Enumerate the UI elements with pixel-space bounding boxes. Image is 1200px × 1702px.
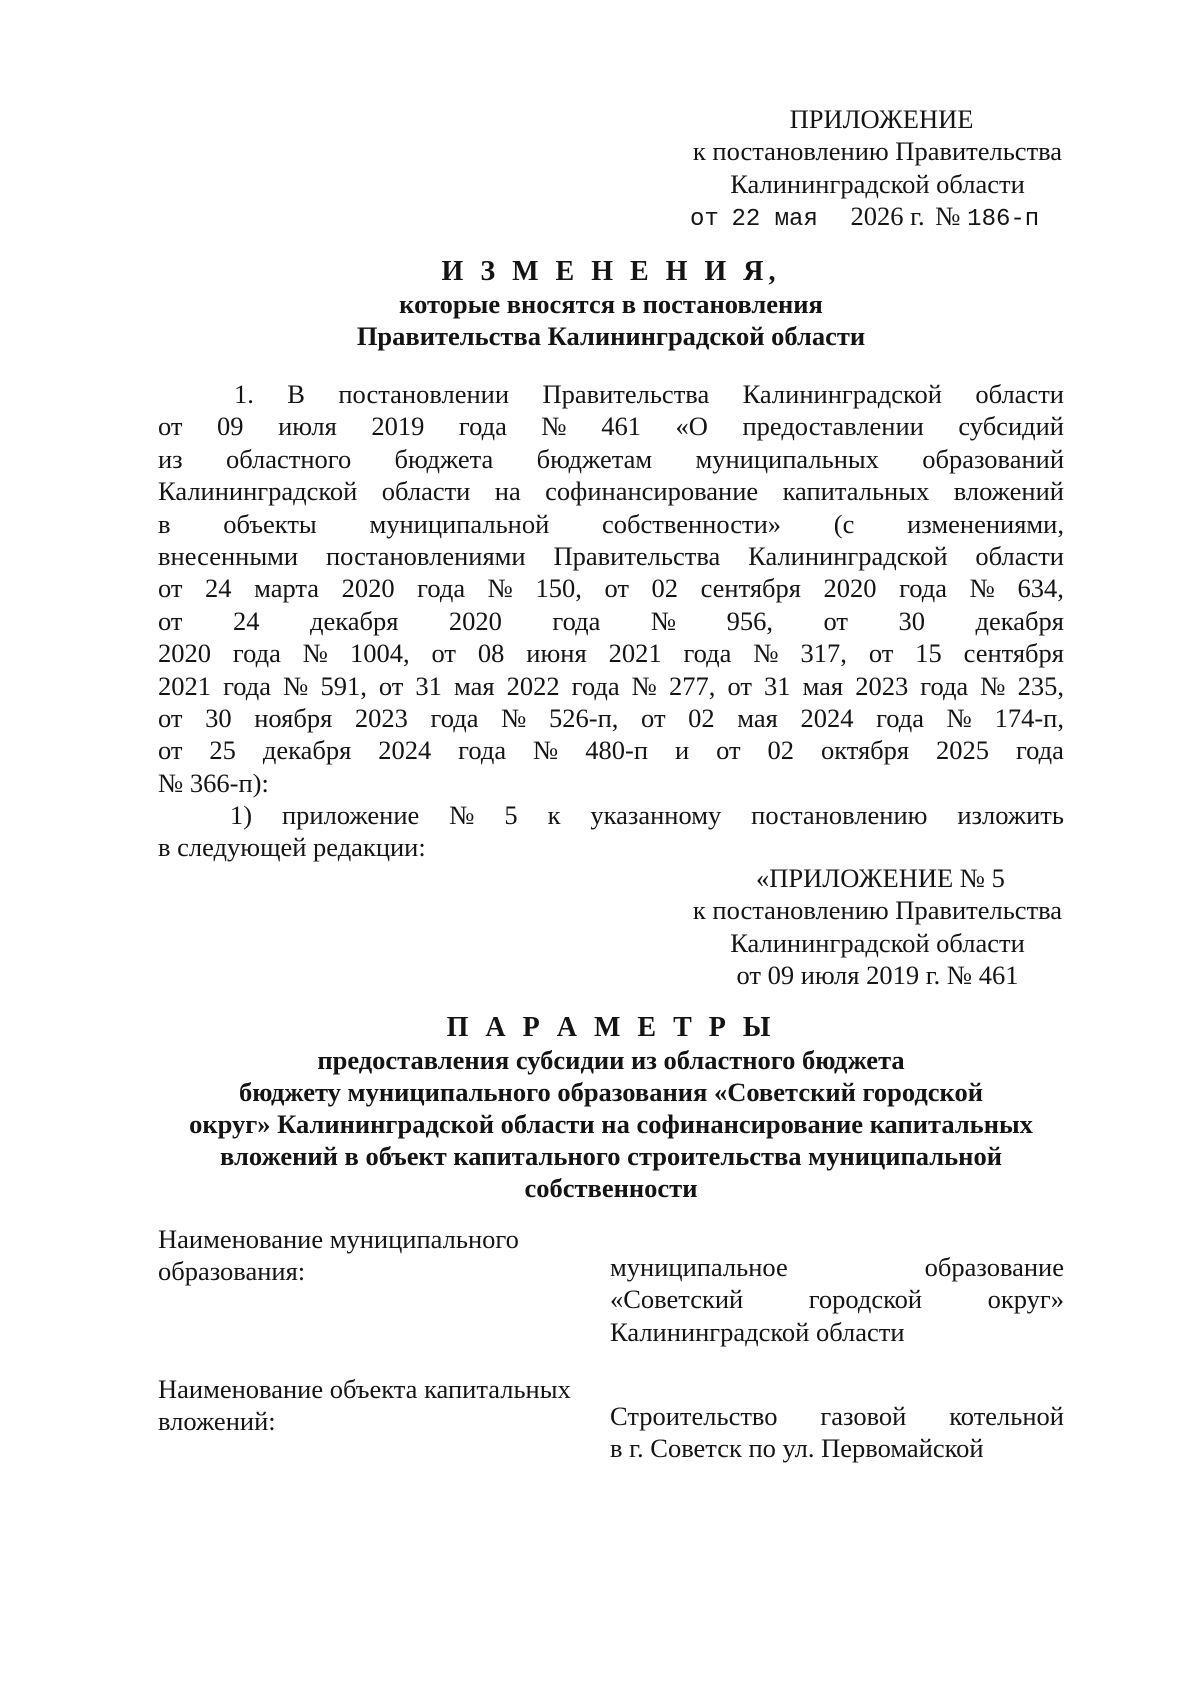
word: приложение: [282, 800, 420, 831]
word: №: [302, 638, 329, 669]
word: Калининградской: [748, 540, 948, 571]
item-1-line: [158, 378, 1064, 410]
word: 2024: [378, 735, 432, 766]
changes-title: И З М Е Н Е Н И Я,: [441, 256, 781, 287]
item-1-line: [158, 475, 1064, 507]
word: 1): [230, 800, 253, 831]
word: от: [378, 670, 404, 701]
word: образование: [924, 1252, 1064, 1282]
word: от: [641, 702, 666, 733]
word: июня: [526, 638, 587, 669]
parameters-line: вложений в объект капитального строительства муниципальной: [220, 1141, 1002, 1171]
row-value-last-line: в г. Советск по ул. Первомайской: [610, 1433, 984, 1464]
word: №: [753, 638, 779, 669]
row-object-label: [158, 1373, 598, 1438]
word: 150,: [535, 573, 582, 604]
word: областного: [225, 443, 352, 474]
annex-header: [690, 103, 1065, 237]
word: бюджетам: [536, 443, 653, 474]
word: постановлении: [338, 379, 510, 409]
word: 526-п,: [549, 702, 619, 733]
word: муниципальных: [695, 443, 879, 474]
row-value-line: [610, 1400, 1064, 1432]
parameters-line: округ» Калининградской области на софинансирование капитальных: [189, 1109, 1033, 1139]
word: 480-п: [585, 735, 649, 766]
word: постановлениями: [325, 540, 526, 571]
item-1-line: [158, 702, 1064, 734]
item-1-line: [158, 734, 1064, 766]
word: из: [158, 443, 183, 474]
word: 2021: [158, 670, 211, 701]
word: газовой: [820, 1401, 907, 1431]
word: года: [458, 735, 507, 766]
word: софинансирование: [545, 476, 759, 507]
row-value-last-line: Калининградской области: [610, 1316, 905, 1347]
word: котельной: [949, 1401, 1064, 1431]
word: года: [223, 670, 272, 701]
changes-subtitle-1: которые вносятся в постановления: [399, 289, 823, 319]
word: образований: [922, 443, 1064, 474]
word: 2020: [341, 573, 395, 604]
row-value-line: [610, 1283, 1064, 1315]
word: от: [868, 638, 894, 669]
subitem-1-line: [158, 799, 1064, 831]
annex-date-day-month: 22 мая: [731, 206, 818, 234]
word: года: [920, 670, 969, 701]
word: 2021: [608, 638, 662, 669]
annex-date: [690, 200, 1065, 236]
word: внесенными: [158, 540, 299, 571]
word: года: [417, 573, 466, 604]
word: мая: [737, 702, 778, 733]
annex-5-line-1: к постановлению Правительства: [692, 895, 1063, 926]
word: 1004,: [349, 638, 410, 669]
word: 2024: [800, 702, 854, 733]
word: от: [431, 638, 456, 669]
word: от: [158, 605, 183, 636]
annex-5-line-3: от 09 июля 2019 г. № 461: [736, 960, 1019, 991]
annex-5-title: «ПРИЛОЖЕНИЕ № 5: [756, 863, 1005, 893]
word: марта: [254, 573, 320, 604]
word: 08: [477, 638, 505, 669]
word: №: [501, 702, 527, 733]
changes-heading: [158, 256, 1064, 352]
row-label-line: вложений:: [158, 1406, 276, 1437]
parameters-heading: [158, 1012, 1064, 1204]
annex-date-prefix: от: [690, 206, 719, 234]
item-1-line: [158, 508, 1064, 540]
item-1-line: [158, 572, 1064, 604]
word: и: [674, 735, 690, 766]
word: сентября: [700, 573, 801, 604]
word: 2019: [371, 411, 425, 442]
word: вложений: [953, 476, 1064, 507]
word: №: [541, 411, 567, 442]
word: от: [158, 702, 183, 733]
word: В: [287, 379, 305, 409]
item-1-line: [158, 443, 1064, 475]
word: 2020: [158, 638, 211, 669]
word: «О: [675, 411, 708, 442]
word: 15: [915, 638, 942, 669]
word: капитальных: [782, 476, 930, 507]
word: 02: [767, 735, 795, 766]
word: года: [899, 573, 948, 604]
annex-5-header: [690, 862, 1065, 992]
word: №: [946, 702, 972, 733]
word: муниципальное: [610, 1252, 788, 1282]
annex-number: 186-п: [967, 206, 1040, 234]
word: №: [631, 670, 657, 701]
word: Правительства: [542, 379, 710, 409]
word: от: [158, 573, 183, 604]
word: от: [158, 735, 183, 766]
annex-date-year: 2026 г.: [850, 201, 925, 232]
word: 24: [205, 573, 232, 604]
word: «Советский: [610, 1284, 744, 1315]
word: 174-п,: [994, 702, 1064, 733]
row-value-line: [610, 1251, 1064, 1283]
word: Правительства: [553, 540, 721, 571]
word: 24: [232, 605, 260, 636]
word: 1.: [234, 379, 254, 409]
row-municipality-value: [610, 1251, 1064, 1348]
word: 09: [217, 411, 244, 442]
item-1-line: [158, 605, 1064, 637]
word: 2023: [855, 670, 909, 701]
word: (с: [833, 508, 855, 539]
row-municipality-label: [158, 1223, 598, 1288]
word: 31: [415, 670, 442, 701]
word: декабря: [262, 735, 352, 766]
word: года: [552, 605, 601, 636]
word: субсидий: [958, 411, 1064, 442]
word: от: [158, 411, 183, 442]
word: года: [876, 702, 925, 733]
word: №: [533, 735, 559, 766]
annex-line-2: Калининградской области: [730, 168, 1025, 199]
parameters-line: предоставления субсидии из областного бюджета: [317, 1045, 905, 1075]
word: 30: [205, 702, 232, 733]
word: года: [430, 702, 479, 733]
row-label-line: Наименование муниципального: [158, 1224, 519, 1254]
annex-title: ПРИЛОЖЕНИЕ: [789, 104, 974, 134]
word: 2022: [506, 670, 560, 701]
annex-5-line-2: Калининградской области: [730, 927, 1025, 958]
item-1-last-line: № 366-п):: [158, 767, 269, 798]
word: предоставлении: [742, 411, 924, 442]
item-1-line: [158, 540, 1064, 572]
word: 235,: [1017, 670, 1064, 701]
row-label-line: образования:: [158, 1256, 306, 1287]
word: от: [823, 605, 848, 636]
item-1-line: [158, 637, 1064, 669]
word: ноября: [254, 702, 333, 733]
word: изложить: [957, 800, 1064, 831]
item-1-paragraph: [158, 378, 1064, 864]
word: 2023: [354, 702, 408, 733]
word: года: [232, 638, 281, 669]
word: 2025: [936, 735, 990, 766]
row-object-value: [610, 1400, 1064, 1465]
word: июля: [278, 411, 337, 442]
changes-subtitle-2: Правительства Калининградской области: [356, 321, 866, 351]
word: №: [650, 605, 677, 636]
word: года: [571, 670, 620, 701]
word: 2020: [448, 605, 502, 636]
word: 277,: [669, 670, 716, 701]
word: №: [487, 573, 513, 604]
word: на: [494, 476, 521, 507]
word: муниципальной: [369, 508, 550, 539]
word: 02: [688, 702, 715, 733]
word: мая: [802, 670, 844, 701]
word: собственности»: [602, 508, 782, 539]
word: октября: [820, 735, 910, 766]
word: декабря: [975, 605, 1064, 636]
word: области: [975, 379, 1064, 409]
parameters-title: П А Р А М Е Т Р Ы: [446, 1012, 776, 1043]
word: года: [1015, 735, 1064, 766]
word: сентября: [963, 638, 1064, 669]
word: 25: [209, 735, 236, 766]
item-1-line: [158, 410, 1064, 442]
word: округ»: [987, 1284, 1064, 1315]
word: изменениями,: [907, 508, 1064, 539]
word: 2020: [823, 573, 877, 604]
word: №: [980, 670, 1006, 701]
word: 461: [601, 411, 641, 442]
word: 634,: [1017, 573, 1064, 604]
word: Строительство: [610, 1401, 778, 1431]
word: 956,: [726, 605, 774, 636]
word: 02: [651, 573, 679, 604]
annex-number-prefix: №: [935, 201, 961, 232]
parameters-line: бюджету муниципального образования «Советский городской: [238, 1077, 983, 1107]
word: указанному: [590, 800, 722, 831]
word: к: [547, 800, 561, 831]
word: в: [158, 508, 171, 539]
annex-line-1: к постановлению Правительства: [692, 136, 1063, 167]
subitem-1-line-2: в следующей редакции:: [158, 832, 426, 863]
word: бюджета: [394, 443, 494, 474]
word: области: [381, 476, 471, 507]
word: Калининградской: [158, 476, 358, 507]
word: 30: [898, 605, 925, 636]
word: Калининградской: [742, 379, 942, 409]
word: от: [604, 573, 629, 604]
word: №: [449, 800, 475, 831]
word: 317,: [800, 638, 847, 669]
word: декабря: [309, 605, 399, 636]
word: года: [683, 638, 732, 669]
word: года: [458, 411, 507, 442]
word: от: [716, 735, 741, 766]
word: области: [975, 540, 1064, 571]
item-1-line: [158, 670, 1064, 702]
word: 591,: [320, 670, 367, 701]
word: постановлению: [751, 800, 928, 831]
word: от: [727, 670, 752, 701]
word: городской: [808, 1284, 923, 1315]
word: 5: [504, 800, 518, 831]
word: 31: [764, 670, 791, 701]
word: №: [969, 573, 995, 604]
word: объекты: [223, 508, 317, 539]
parameters-line: собственности: [524, 1173, 698, 1203]
word: №: [283, 670, 309, 701]
word: мая: [453, 670, 495, 701]
row-label-line: Наименование объекта капитальных: [158, 1374, 571, 1404]
